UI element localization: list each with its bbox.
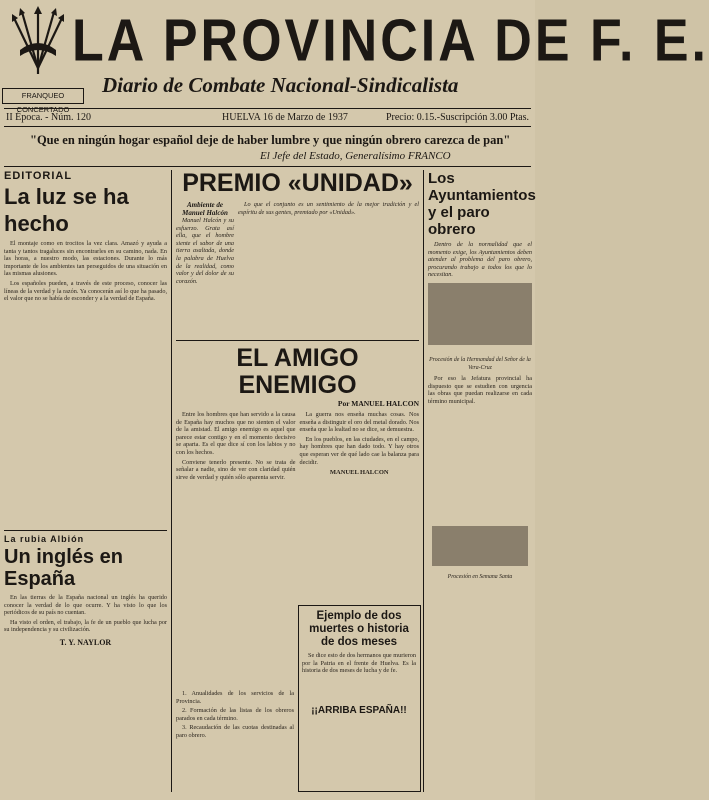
bottom-photo xyxy=(432,526,528,566)
articulos-list: 1. Anualidades de los servicios de la Provincia. 2. Formación de las listas de los obreros parados en cada término. 3. Recaudación de las cuotas destinadas al paro obrero. xyxy=(176,690,294,739)
ejemplo-body: Se dice esto de dos hermanos que murieron por la Patria en el frente de Huelva. Es la historia de dos meses de lucha y de fe. xyxy=(302,652,416,675)
bottom-photo-caption: Procesión en Semana Santa xyxy=(447,573,513,580)
enemigo-signature: MANUEL HALCON xyxy=(329,469,389,477)
arriba-espana-cheer: ¡¡ARRIBA ESPAÑA!! xyxy=(311,704,407,716)
section-rule xyxy=(4,530,167,531)
postage-stamp-label: FRANQUEO CONCERTADO xyxy=(2,88,84,104)
ejemplo-article xyxy=(302,610,416,788)
enemigo-body-a: Entre los hombres que han servido a la causa de España hay muchos que no sienten el valor de la amistad. El amigo enemigo es aquel que parece estar contigo y en el momento decisivo se aparta. Es el que dice sí con los labios y no con los hechos. Conviene tenerlo presente. No se trata de señalar a nadie, sino de ver con claridad quién sirve de verdad y quién sólo aparenta servir. xyxy=(176,411,296,481)
issue-price: Precio: 0.15.-Suscripción 3.00 Ptas. xyxy=(385,112,529,123)
editorial-headline: La luz se ha hecho xyxy=(4,184,129,236)
ayuntamientos-headline: Los Ayuntamientos y el paro obrero xyxy=(428,170,536,238)
ingles-body: En las tierras de la España nacional un inglés ha querido conocer la verdad de lo que ocurre. Y ha visto lo que los periódicos de su país no cuentan. Ha visto el orden, el trabajo, la fe de un pueblo que lucha por su independencia y su civilización. xyxy=(4,594,167,634)
ingles-kicker: La rubia Albión xyxy=(4,534,85,544)
enemigo-headline: EL AMIGO ENEMIGO xyxy=(236,344,359,399)
banner-quote: "Que en ningún hogar español deje de haber lumbre y que ningún obrero carezca de pan" xyxy=(30,133,511,147)
procession-photo xyxy=(428,283,532,345)
issue-epoch: II Época. - Núm. 120 xyxy=(6,112,91,123)
column-rule xyxy=(171,170,172,792)
ayuntamientos-body: Por eso la Jefatura provincial ha dispuesto que se estudien con urgencia las obras que puedan realizarse en cada término municipal. xyxy=(428,375,532,405)
enemigo-byline: Por MANUEL HALCON xyxy=(337,399,419,408)
masthead xyxy=(0,0,709,125)
yoke-and-arrows-icon xyxy=(8,6,68,76)
editorial-body: El montaje como en trocitos la vez clara. Amazó y ayuda a tanta y tantos tragaluces sin encontrarles en su camino, nada. En las horas, a nuestro modo, las estaciones. Durante lo más importante de los ambientes tan perseguidos de una situación en las mismas alusiones. Los españoles pueden, a través de este proceso, conocer las líneas de la verdad y la razón. Ya conocerán así lo que ha pasado, el valor que no se había de esconder y a la verdad de España. xyxy=(4,240,167,303)
column-rule xyxy=(423,170,424,792)
newspaper-title: LA PROVINCIA DE F. E. xyxy=(72,7,709,75)
editorial-article xyxy=(4,170,167,535)
ejemplo-headline: Ejemplo de dos muertes o historia de dos meses xyxy=(309,610,409,648)
premio-byline: Ambiente de Manuel Halcón xyxy=(182,201,228,217)
issue-info-bar xyxy=(4,108,531,127)
ingles-signature: T. Y. NAYLOR xyxy=(59,637,112,647)
ayuntamientos-photo-caption: Procesión de la Hermandad del Señor de la Vera-Cruz xyxy=(429,356,531,371)
premio-body-b: Lo que el conjunto es un sentimiento de la mejor tradición y el espíritu de sus gentes, premiado por «Unidad». xyxy=(238,201,419,216)
ingles-headline: Un inglés en España xyxy=(4,546,123,590)
ingles-article xyxy=(4,534,167,792)
premio-article xyxy=(176,170,419,340)
section-rule xyxy=(4,166,531,167)
editorial-kicker: EDITORIAL xyxy=(4,170,73,182)
ayuntamientos-body-intro: Dentro de la normalidad que el momento exige, los Ayuntamientos deben atender al problema del paro obrero, procurando trabajo a todos los que lo necesitan. xyxy=(428,241,532,279)
banner-attribution: El Jefe del Estado, Generalísimo FRANCO xyxy=(260,150,451,162)
newspaper-subtitle: Diario de Combate Nacional-Sindicalista xyxy=(102,73,459,97)
premio-body-a: Manuel Halcón y su esfuerzo. Grata así ella, que el hombre siente el sabor de una tierra asaltada, donde la palabra de Huelva de la realidad, como valor y del dolor de su corazón. xyxy=(176,217,234,285)
enemigo-body-b: La guerra nos enseña muchas cosas. Nos enseña a distinguir el oro del metal dorado. Nos enseña que la lealtad no se dice, se demuestra. En los pueblos, en las ciudades, en el campo, hay hombres que han dado todo. Y hay otros que esperan ver de qué lado cae la balanza para decidir. MANUEL HALCON xyxy=(299,411,419,477)
ayuntamientos-article xyxy=(428,170,536,792)
issue-date: HUELVA 16 de Marzo de 1937 xyxy=(222,112,348,123)
section-rule xyxy=(176,340,419,341)
premio-headline: PREMIO «UNIDAD» xyxy=(182,169,413,197)
